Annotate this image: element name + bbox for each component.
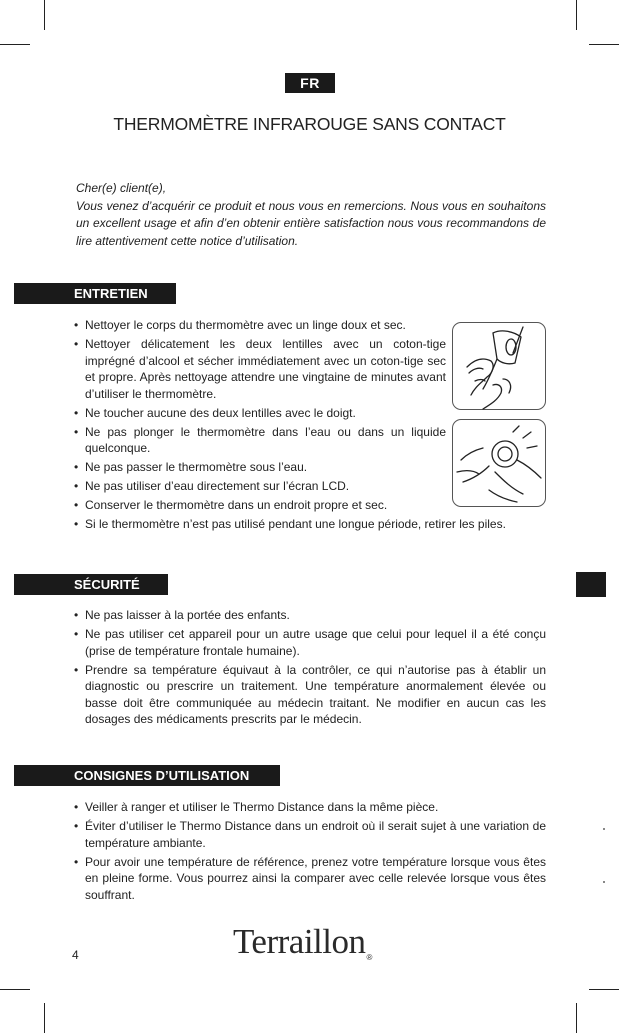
side-tab-marker [576, 572, 606, 597]
list-item: • Éviter d’utiliser le Thermo Distance dans un endroit où il serait sujet à une variation de température ambiante. [74, 818, 546, 851]
registration-dot [603, 881, 605, 883]
list-item: • Ne pas laisser à la portée des enfants. [74, 607, 546, 624]
intro-text [76, 180, 546, 250]
illustration-cleaning-lens [452, 322, 546, 410]
consignes-list [74, 799, 546, 906]
thermometer-lens-cleaning-icon [453, 323, 547, 411]
registration-dot [603, 828, 605, 830]
list-item: • Ne pas utiliser d’eau directement sur l’écran LCD. [74, 478, 446, 495]
list-item: • Conserver le thermomètre dans un endroit propre et sec. [74, 497, 446, 514]
brand-logo [233, 922, 372, 962]
crop-mark [576, 1003, 577, 1033]
illustration-battery-cover [452, 419, 546, 507]
list-item: • Nettoyer délicatement les deux lentilles avec un coton-tige imprégné d’alcool et sécher immédiatement avec un coton-tige sec et propre. Après nettoyage attendre une vingtaine de minutes avant d’utiliser le thermomètre. [74, 336, 446, 402]
list-item: • Ne pas passer le thermomètre sous l’eau. [74, 459, 446, 476]
section-heading-entretien: ENTRETIEN [14, 283, 176, 304]
crop-mark [589, 989, 619, 990]
list-item: • Veiller à ranger et utiliser le Thermo Distance dans la même pièce. [74, 799, 546, 816]
crop-mark [589, 44, 619, 45]
brand-name: Terraillon [233, 922, 366, 961]
crop-mark [576, 0, 577, 30]
crop-mark [0, 989, 30, 990]
crop-mark [44, 0, 45, 30]
list-item: • Si le thermomètre n’est pas utilisé pendant une longue période, retirer les piles. [74, 516, 546, 533]
intro-body: Vous venez d’acquérir ce produit et nous vous en remercions. Nous vous en souhaitons un excellent usage et afin d’en obtenir entière satisfaction nous vous recommandons de lire attentivement cette notice d’utilisation. [76, 198, 546, 248]
list-item: • Ne toucher aucune des deux lentilles avec le doigt. [74, 405, 446, 422]
securite-list [74, 607, 546, 730]
battery-compartment-icon [453, 420, 547, 508]
page-number: 4 [72, 948, 79, 962]
registered-mark: ® [366, 953, 372, 962]
crop-mark [0, 44, 30, 45]
crop-mark [44, 1003, 45, 1033]
list-item: • Ne pas utiliser cet appareil pour un autre usage que celui pour lequel il a été conçu (prise de température frontale humaine). [74, 626, 546, 659]
language-tag: FR [285, 73, 335, 93]
page-title: THERMOMÈTRE INFRAROUGE SANS CONTACT [113, 114, 506, 134]
list-item: • Nettoyer le corps du thermomètre avec un linge doux et sec. [74, 317, 546, 334]
list-item: • Ne pas plonger le thermomètre dans l’eau ou dans un liquide quelconque. [74, 424, 446, 457]
section-heading-securite: SÉCURITÉ [14, 574, 168, 595]
intro-greeting: Cher(e) client(e), [76, 181, 167, 195]
list-item: • Prendre sa température équivaut à la contrôler, ce qui n’autorise pas à établir un diagnostic ou prescrire un traitement. Une température anormalement élevée ou basse doit être communiquée au médecin traitant. Ne modifier en aucun cas les dosages des médicaments prescrits par le médecin. [74, 662, 546, 728]
list-item: • Pour avoir une température de référence, prenez votre température lorsque vous êtes en pleine forme. Vous pourrez ainsi la comparer avec celle relevée lorsque vous êtes souffrant. [74, 854, 546, 904]
section-heading-consignes: CONSIGNES D’UTILISATION [14, 765, 280, 786]
